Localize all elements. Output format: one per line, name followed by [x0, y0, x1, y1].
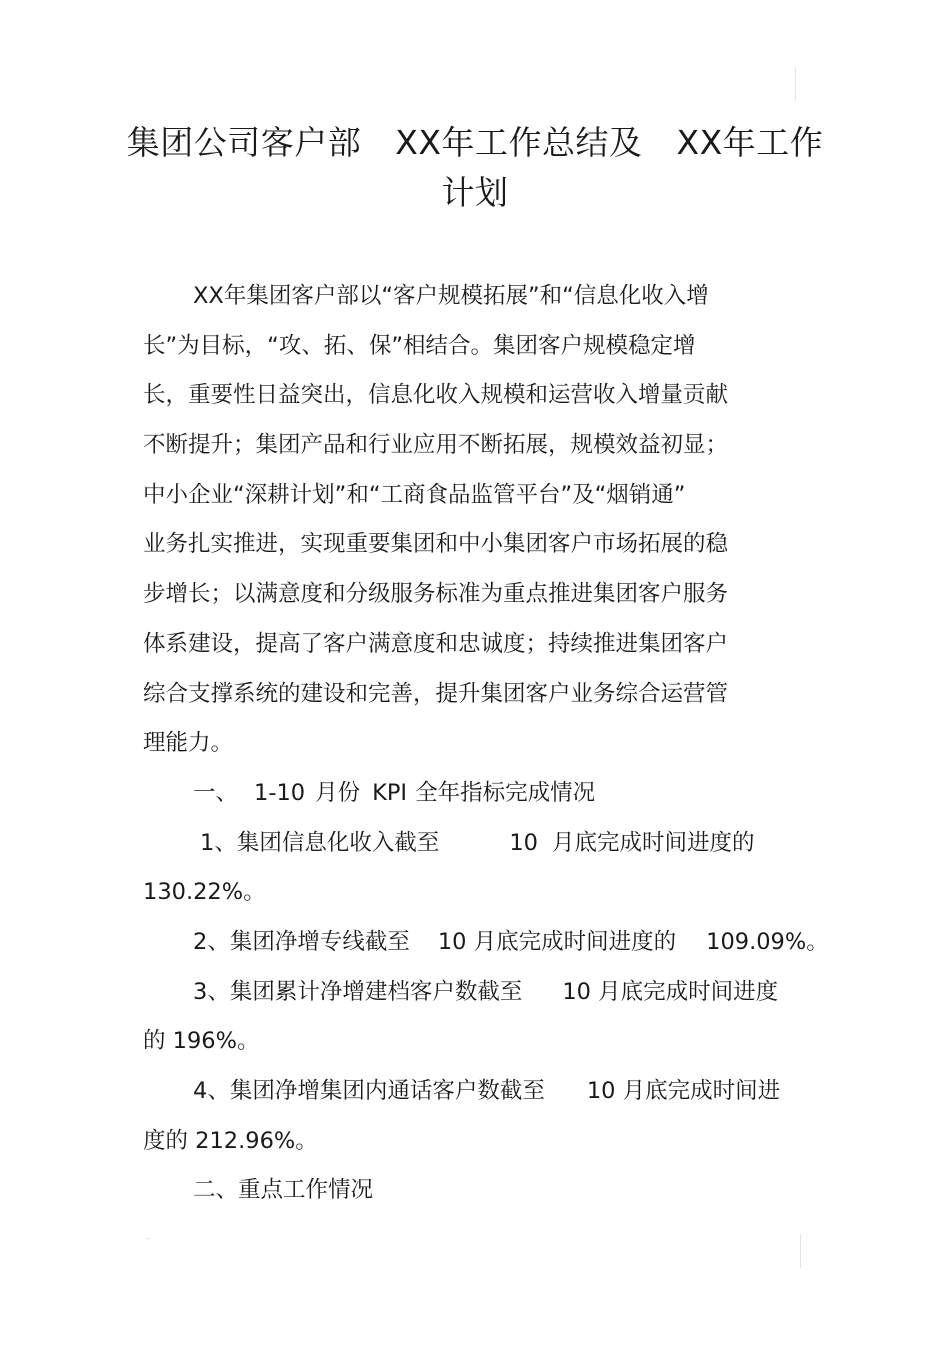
intro-line: 长”为目标，“攻、拓、保”相结合。集团客户规模稳定增 [143, 332, 696, 359]
page-title [120, 118, 830, 218]
kpi-item-2: 2、集团净增专线截至 10 月底完成时间进度的 109.09%。 [193, 928, 829, 955]
intro-line: 业务扎实推进，实现重要集团和中小集团客户市场拓展的稳 [143, 531, 729, 558]
intro-line: 长，重要性日益突出，信息化收入规模和运营收入增量贡献 [143, 382, 729, 409]
document-body [143, 272, 829, 1216]
intro-line: 不断提升；集团产品和行业应用不断拓展，规模效益初显； [143, 432, 729, 459]
kpi-item-4: 4、集团净增集团内通话客户数截至 10 月底完成时间进 [193, 1078, 781, 1104]
kpi-item-3: 3、集团累计净增建档客户数截至 10 月底完成时间进度 [193, 978, 779, 1005]
intro-line: 中小企业“深耕计划”和“工商食品监管平台”及“烟销通” [143, 481, 686, 508]
kpi-item-1: 1、集团信息化收入截至 10 月底完成时间进度的 [200, 829, 755, 856]
section-heading-kpi: 一、 1-10 月份 KPI 全年指标完成情况 [193, 779, 596, 806]
scan-mark-dot [146, 1238, 150, 1239]
scan-mark-bottom [800, 1234, 801, 1268]
intro-line: XX年集团客户部以“客户规模拓展”和“信息化收入增 [193, 283, 709, 309]
intro-line: 理能力。 [143, 730, 234, 757]
intro-line: 步增长；以满意度和分级服务标准为重点推进集团客户服务 [143, 581, 729, 608]
title-line-2: 计划 [441, 173, 509, 212]
kpi-item-1-cont: 130.22%。 [143, 879, 266, 906]
title-part-3: XX年工作 [676, 123, 824, 162]
section-heading-key-work: 二、重点工作情况 [193, 1177, 374, 1204]
title-line-1 [120, 118, 830, 168]
scan-mark-top [795, 68, 796, 100]
intro-line: 体系建设，提高了客户满意度和忠诚度；持续推进集团客户 [143, 630, 729, 657]
kpi-item-4-cont: 度的 212.96%。 [143, 1127, 318, 1154]
title-part-1: 集团公司客户部 [126, 123, 362, 162]
title-part-2: XX年工作总结及 [395, 123, 643, 162]
intro-line: 综合支撑系统的建设和完善，提升集团客户业务综合运营管 [143, 680, 729, 707]
kpi-item-3-cont: 的 196%。 [143, 1028, 260, 1055]
